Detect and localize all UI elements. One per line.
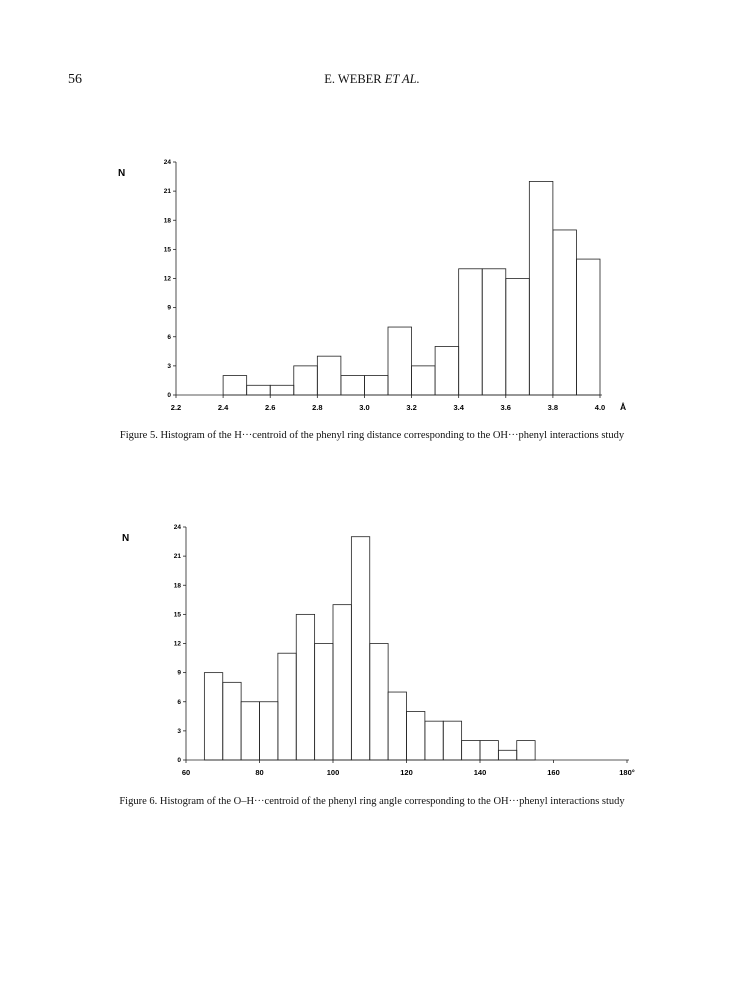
- histogram-bar: [498, 750, 516, 760]
- figure-6-chart: [0, 515, 744, 785]
- figure-5-caption: Figure 5. Histogram of the H···centroid of the phenyl ring distance corresponding to the OH···phenyl interactions study: [119, 430, 625, 441]
- x-axis-unit: Å: [620, 402, 627, 412]
- running-head-etal: ET AL.: [384, 72, 420, 86]
- y-tick-label: 6: [177, 698, 181, 706]
- x-tick-label: 3.0: [359, 403, 370, 412]
- x-tick-label: 100: [326, 768, 340, 777]
- page-header: [0, 72, 744, 92]
- running-head: [0, 72, 744, 87]
- histogram-bar: [412, 366, 436, 395]
- figure-6: [0, 515, 744, 815]
- x-tick-label: 2.8: [312, 403, 323, 412]
- x-tick-label: 3.2: [406, 403, 417, 412]
- x-tick-label: 2.6: [265, 403, 276, 412]
- histogram-bar: [204, 673, 222, 760]
- y-tick-label: 9: [177, 669, 181, 677]
- histogram-bar: [482, 269, 506, 395]
- y-tick-label: 24: [163, 159, 171, 166]
- y-axis-label: N: [122, 533, 130, 544]
- histogram-bar: [315, 644, 333, 761]
- y-tick-label: 6: [167, 333, 171, 341]
- histogram-bar: [370, 644, 388, 761]
- y-tick-label: 15: [173, 611, 181, 619]
- histogram-bar: [341, 376, 365, 395]
- y-tick-label: 12: [173, 640, 181, 648]
- histogram-bar: [459, 269, 483, 395]
- histogram-bar: [223, 376, 247, 395]
- page-number: 56: [68, 72, 82, 87]
- figure-6-caption: Figure 6. Histogram of the O–H···centroid of the phenyl ring angle corresponding to the OH···phenyl interactions study: [119, 796, 625, 807]
- histogram-bar: [296, 614, 314, 760]
- x-tick-label: 2.2: [170, 403, 182, 412]
- x-tick-label: 180°: [619, 768, 635, 777]
- histogram-bar: [241, 702, 259, 760]
- histogram-bar: [247, 385, 271, 395]
- histogram-bar: [443, 721, 461, 760]
- histogram-bar: [364, 376, 388, 395]
- histogram-bar: [388, 327, 412, 395]
- histogram-bar: [435, 346, 459, 395]
- y-tick-label: 15: [163, 246, 171, 254]
- x-tick-label: 4.0: [594, 403, 606, 412]
- histogram-bar: [480, 741, 498, 760]
- y-tick-label: 0: [177, 757, 181, 764]
- histogram-bar: [294, 366, 318, 395]
- y-tick-label: 0: [167, 392, 171, 399]
- x-tick-label: 160: [547, 768, 560, 777]
- histogram-bar: [351, 537, 369, 760]
- y-tick-label: 3: [167, 362, 171, 370]
- histogram-bar: [462, 741, 480, 760]
- y-tick-label: 3: [177, 727, 181, 735]
- figure-5: [0, 150, 744, 450]
- histogram-bar: [553, 230, 577, 395]
- y-tick-label: 24: [173, 524, 181, 531]
- histogram-bar: [425, 721, 443, 760]
- x-tick-label: 120: [400, 768, 413, 777]
- histogram-bar: [278, 653, 296, 760]
- x-tick-label: 3.6: [500, 403, 511, 412]
- y-axis-label: N: [118, 168, 126, 179]
- histogram-bar: [407, 711, 425, 760]
- x-tick-label: 140: [473, 768, 487, 777]
- x-tick-label: 3.8: [547, 403, 559, 412]
- x-tick-label: 3.4: [453, 403, 464, 412]
- histogram-bar: [333, 605, 351, 760]
- histogram-bar: [529, 181, 553, 395]
- histogram-bar: [260, 702, 278, 760]
- histogram-bar: [223, 682, 241, 760]
- figure-5-chart: [0, 150, 744, 420]
- histogram-bar: [388, 692, 406, 760]
- y-tick-label: 18: [173, 582, 181, 590]
- histogram-bar: [317, 356, 341, 395]
- y-tick-label: 12: [163, 275, 171, 283]
- x-tick-label: 60: [181, 768, 191, 777]
- y-tick-label: 21: [163, 188, 171, 196]
- histogram-bar: [576, 259, 600, 395]
- x-tick-label: 80: [255, 768, 264, 777]
- running-head-authors: E. WEBER: [324, 72, 385, 86]
- histogram-bar: [506, 279, 530, 396]
- y-tick-label: 9: [167, 304, 171, 312]
- histogram-bar: [517, 741, 535, 760]
- x-tick-label: 2.4: [217, 403, 229, 412]
- y-tick-label: 21: [173, 553, 181, 561]
- histogram-bar: [270, 385, 294, 395]
- y-tick-label: 18: [163, 217, 171, 225]
